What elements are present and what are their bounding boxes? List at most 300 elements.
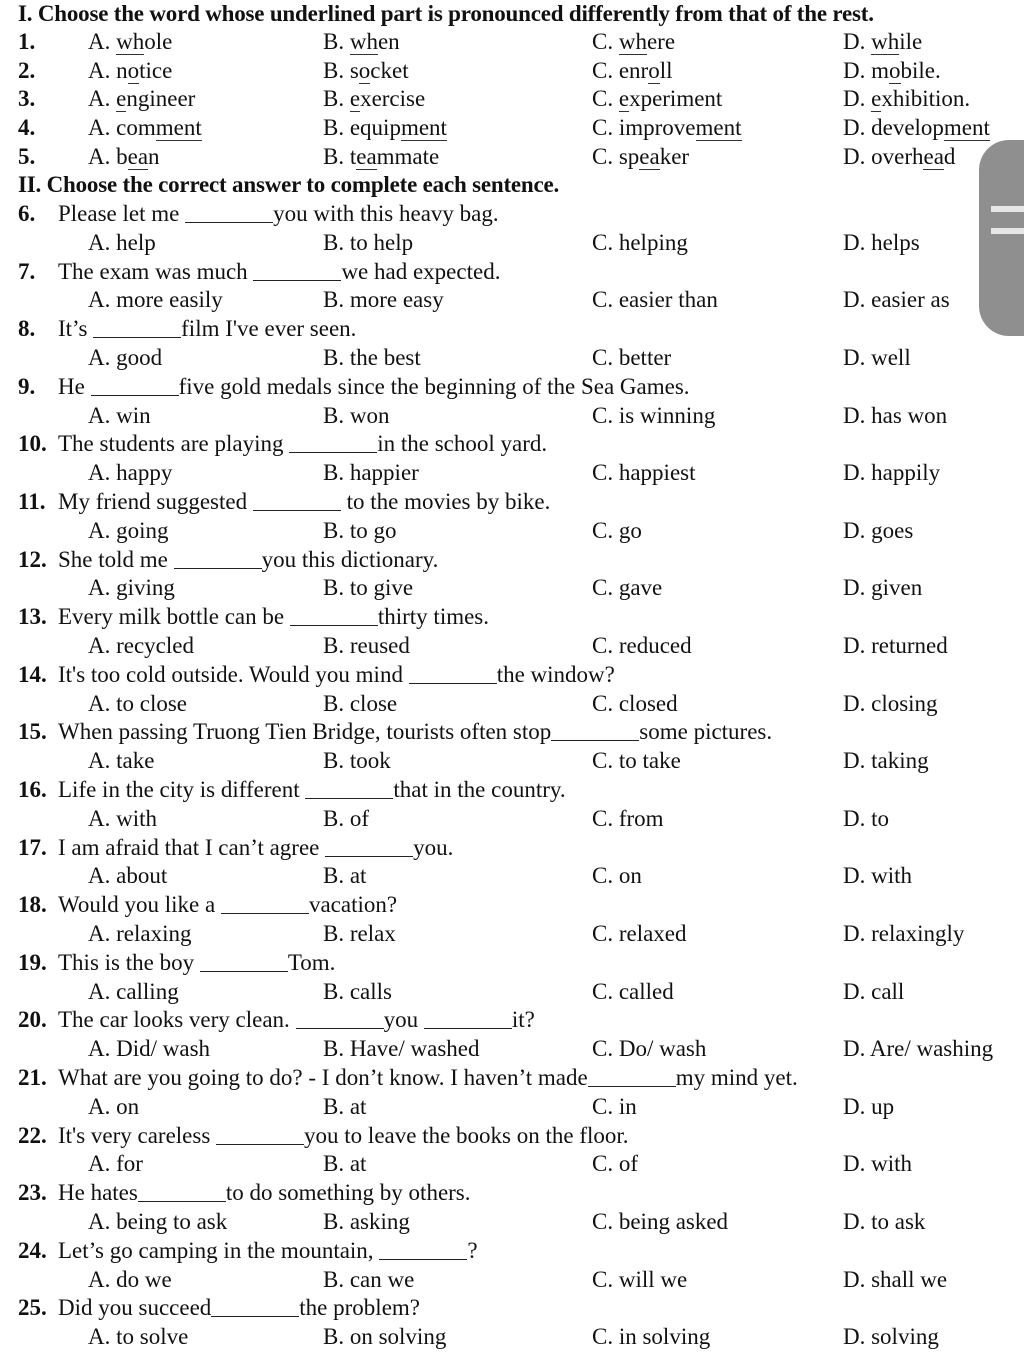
- question-text: [58, 487, 550, 516]
- question-text: [58, 1293, 420, 1322]
- answer-blank[interactable]: [379, 1239, 467, 1260]
- answer-option[interactable]: [843, 84, 970, 113]
- answer-option[interactable]: A. to solve: [88, 1324, 189, 1350]
- answer-option[interactable]: C. being asked: [592, 1209, 729, 1234]
- answer-option[interactable]: B. happier: [323, 460, 419, 486]
- answer-option[interactable]: [843, 27, 922, 56]
- answer-option[interactable]: A. calling: [88, 978, 179, 1004]
- option-text: tice: [139, 57, 173, 83]
- answer-option[interactable]: [592, 56, 673, 85]
- options-row: [0, 1149, 1024, 1178]
- options-row: [0, 458, 1024, 487]
- question-text: [58, 1236, 478, 1265]
- option-text: A.: [88, 29, 117, 54]
- answer-option[interactable]: A. win: [88, 402, 151, 428]
- question-text-before: My friend suggested: [58, 489, 253, 514]
- question-row: [0, 833, 1024, 862]
- option-text: D.: [843, 29, 872, 54]
- answer-option[interactable]: A. more easily: [88, 287, 223, 313]
- question-row: [0, 1063, 1024, 1092]
- option-text: cket: [370, 57, 409, 83]
- answer-option[interactable]: [323, 27, 400, 56]
- underlined-part: ment: [400, 115, 447, 141]
- answer-option[interactable]: [88, 142, 160, 171]
- question-text: [58, 1121, 629, 1150]
- question-text-before: The car looks very clean.: [58, 1007, 296, 1033]
- option-text: d: [943, 143, 956, 169]
- question-text-before: It's too cold outside. Would you mind: [58, 661, 409, 687]
- question-text-after: that in the country.: [393, 777, 566, 802]
- question-row: [0, 602, 1024, 631]
- pronunciation-question: [0, 113, 1024, 142]
- answer-blank[interactable]: [409, 663, 497, 684]
- question-text-after: the window?: [496, 661, 615, 687]
- answer-option[interactable]: C. gave: [592, 575, 663, 601]
- answer-option[interactable]: A. being to ask: [88, 1209, 228, 1234]
- question-text-after: you.: [413, 834, 454, 860]
- answer-option[interactable]: C. of: [592, 1151, 638, 1177]
- question-text-before: She told me: [58, 546, 174, 572]
- answer-option[interactable]: B. relax: [323, 921, 396, 946]
- question-text: [58, 257, 500, 286]
- answer-blank[interactable]: [290, 605, 378, 626]
- question-text-before: Would you like a: [58, 892, 221, 918]
- question-text-after: you with this heavy bag.: [273, 201, 499, 226]
- question-number: 22.: [18, 1122, 47, 1148]
- underlined-part: o: [358, 57, 371, 83]
- options-row: [0, 1265, 1024, 1294]
- answer-blank[interactable]: [305, 778, 393, 799]
- question-text-before: It’s: [58, 316, 94, 342]
- option-text: C.: [592, 86, 619, 112]
- answer-option[interactable]: C. on: [592, 863, 642, 889]
- underlined-part: wh: [116, 29, 145, 54]
- answer-blank[interactable]: [424, 1008, 512, 1029]
- answer-option[interactable]: [323, 142, 439, 171]
- answer-option[interactable]: [592, 113, 742, 142]
- underlined-part: e: [871, 86, 882, 112]
- answer-blank[interactable]: [200, 951, 288, 972]
- question-number: 4.: [18, 115, 36, 141]
- answer-option[interactable]: B. the best: [323, 345, 421, 370]
- answer-option[interactable]: D. with: [843, 863, 912, 889]
- answer-option[interactable]: [592, 27, 675, 56]
- underlined-part: wh: [618, 29, 647, 54]
- answer-option[interactable]: B. close: [323, 690, 398, 716]
- question-row: [0, 717, 1024, 746]
- answer-option[interactable]: [88, 56, 172, 85]
- options-row: [0, 689, 1024, 718]
- question-text-after: ?: [467, 1237, 478, 1263]
- answer-option[interactable]: D. call: [843, 978, 905, 1004]
- answer-blank[interactable]: [138, 1181, 226, 1202]
- option-text: A. n: [88, 57, 128, 83]
- option-text: C. enr: [592, 57, 649, 83]
- answer-option[interactable]: C. better: [592, 345, 672, 370]
- underlined-part: ment: [943, 115, 990, 141]
- question-row: [0, 1178, 1024, 1207]
- question-number: 20.: [18, 1007, 47, 1033]
- answer-option[interactable]: C. easier than: [592, 287, 718, 313]
- underlined-part: e: [116, 86, 127, 112]
- question-number: 19.: [18, 949, 47, 975]
- answer-blank[interactable]: [185, 202, 273, 223]
- option-text: D. develop: [843, 115, 944, 141]
- question-text: [58, 199, 499, 228]
- answer-blank[interactable]: [551, 720, 639, 741]
- question-row: [0, 545, 1024, 574]
- option-text: D. m: [843, 57, 889, 83]
- question-text-after: it?: [511, 1007, 535, 1033]
- answer-option[interactable]: C. called: [592, 978, 674, 1004]
- answer-option[interactable]: B. to go: [323, 517, 397, 543]
- answer-option[interactable]: D. happily: [843, 460, 941, 486]
- option-text: ole: [144, 29, 173, 54]
- answer-option[interactable]: [323, 56, 409, 85]
- answer-option[interactable]: [843, 113, 990, 142]
- question-number: 7.: [18, 258, 36, 284]
- options-row: [0, 861, 1024, 890]
- answer-option[interactable]: B. to help: [323, 229, 414, 255]
- question-number: 13.: [18, 604, 47, 630]
- question-text-before: Let’s go camping in the mountain,: [58, 1237, 380, 1263]
- option-text: bile.: [900, 57, 941, 83]
- answer-option[interactable]: A. Did/ wash: [88, 1036, 211, 1062]
- answer-option[interactable]: [88, 27, 172, 56]
- handle-line: [991, 228, 1024, 234]
- answer-blank[interactable]: [253, 260, 341, 281]
- option-text: D.: [843, 86, 872, 112]
- question-row: [0, 1005, 1024, 1034]
- question-number: 16.: [18, 777, 47, 802]
- answer-option[interactable]: A. for: [88, 1151, 143, 1177]
- question-number: 2.: [18, 57, 36, 83]
- option-text: xperiment: [629, 86, 723, 112]
- answer-option[interactable]: A. going: [88, 517, 169, 543]
- underlined-part: e: [349, 86, 361, 112]
- answer-option[interactable]: D. easier as: [843, 287, 950, 313]
- answer-option[interactable]: C. to take: [592, 748, 681, 774]
- question-number: 14.: [18, 661, 47, 687]
- answer-option[interactable]: A. on: [88, 1093, 140, 1119]
- answer-option[interactable]: B. to give: [323, 575, 414, 601]
- question-row: [0, 257, 1024, 286]
- question-number: 12.: [18, 546, 47, 572]
- answer-option[interactable]: A. about: [88, 863, 168, 889]
- answer-option[interactable]: D. given: [843, 575, 923, 601]
- options-row: [0, 631, 1024, 660]
- question-text-before: The students are playing: [58, 431, 290, 457]
- question-row: [0, 948, 1024, 977]
- answer-option[interactable]: B. took: [323, 748, 391, 774]
- answer-option[interactable]: D. Are/ washing: [843, 1036, 994, 1062]
- answer-option[interactable]: A. do we: [88, 1266, 172, 1292]
- question-text: [58, 833, 453, 862]
- question-text: [58, 1178, 471, 1207]
- question-number: 21.: [18, 1065, 47, 1090]
- question-text: [58, 372, 690, 401]
- question-number: 18.: [18, 892, 47, 918]
- option-text: C.: [592, 29, 619, 54]
- answer-option[interactable]: A. good: [88, 345, 163, 370]
- answer-option[interactable]: A. giving: [88, 575, 175, 601]
- answer-option[interactable]: D. relaxingly: [843, 921, 965, 946]
- options-row: [0, 746, 1024, 775]
- question-number: 5.: [18, 143, 36, 169]
- options-row: [0, 401, 1024, 430]
- question-text-before: He: [58, 373, 91, 399]
- option-text: C. improve: [592, 115, 696, 141]
- question-text-after: we had expected.: [341, 258, 501, 284]
- answer-blank[interactable]: [325, 836, 413, 857]
- answer-option[interactable]: B. calls: [323, 978, 392, 1004]
- option-text: B. equip: [323, 115, 401, 141]
- answer-option[interactable]: C. helping: [592, 229, 688, 255]
- options-row: [0, 919, 1024, 948]
- answer-option[interactable]: B. more easy: [323, 287, 444, 313]
- underlined-part: ment: [695, 115, 742, 141]
- question-row: [0, 487, 1024, 516]
- question-text-after: the problem?: [299, 1295, 421, 1321]
- question-number: 3.: [18, 86, 36, 112]
- question-row: [0, 660, 1024, 689]
- options-row: [0, 977, 1024, 1006]
- options-row: [0, 804, 1024, 833]
- question-number: 10.: [18, 431, 47, 457]
- question-text-before: It's very careless: [58, 1122, 217, 1148]
- answer-option[interactable]: C. reduced: [592, 633, 692, 658]
- question-text-before: Life in the city is different: [58, 777, 306, 802]
- underlined-part: o: [889, 57, 901, 83]
- answer-option[interactable]: C. in: [592, 1093, 637, 1119]
- answer-blank[interactable]: [211, 1296, 299, 1317]
- answer-option[interactable]: [592, 142, 689, 171]
- option-text: B.: [323, 86, 350, 112]
- answer-option[interactable]: D. to: [843, 805, 889, 831]
- question-number: 17.: [18, 834, 47, 860]
- question-text: [58, 1063, 798, 1092]
- question-text-before: The exam was much: [58, 258, 254, 284]
- question-text: [58, 660, 615, 689]
- answer-option[interactable]: C. in solving: [592, 1324, 711, 1350]
- answer-blank[interactable]: [296, 1008, 384, 1029]
- question-text: [58, 1005, 535, 1034]
- question-text-after: in the school yard.: [377, 431, 548, 457]
- answer-option[interactable]: D. returned: [843, 633, 948, 658]
- answer-blank[interactable]: [221, 893, 309, 914]
- question-row: [0, 314, 1024, 343]
- answer-blank[interactable]: [93, 317, 181, 338]
- option-text: C. sp: [592, 143, 640, 169]
- question-text-after: vacation?: [308, 892, 398, 918]
- answer-blank[interactable]: [91, 375, 179, 396]
- question-text-before: This is the boy: [58, 949, 200, 975]
- answer-option[interactable]: C. Do/ wash: [592, 1036, 707, 1062]
- question-text-after: to do something by others.: [225, 1180, 471, 1206]
- options-row: [0, 285, 1024, 314]
- answer-option[interactable]: D. to ask: [843, 1209, 926, 1234]
- question-number: 8.: [18, 316, 36, 342]
- option-text: A. b: [88, 143, 128, 169]
- options-row: [0, 1322, 1024, 1351]
- option-text: ngineer: [126, 86, 196, 112]
- answer-blank[interactable]: [174, 548, 262, 569]
- answer-option[interactable]: B. won: [323, 402, 390, 428]
- answer-option[interactable]: A. take: [88, 748, 155, 774]
- option-text: ile: [899, 29, 923, 54]
- option-text: xhibition.: [881, 86, 971, 112]
- handle-line: [991, 206, 1024, 212]
- question-text-before: Every milk bottle can be: [58, 604, 290, 630]
- answer-option[interactable]: B. Have/ washed: [323, 1036, 480, 1062]
- answer-option[interactable]: C. is winning: [592, 402, 716, 428]
- question-text-after: film I've ever seen.: [181, 316, 357, 342]
- option-text: B.: [323, 29, 350, 54]
- answer-option[interactable]: [323, 113, 447, 142]
- answer-blank[interactable]: [216, 1124, 304, 1145]
- answer-option[interactable]: A. relaxing: [88, 921, 192, 946]
- answer-option[interactable]: B. at: [323, 1151, 367, 1177]
- question-row: [0, 1121, 1024, 1150]
- question-text-after: five gold medals since the beginning of the Sea Games.: [178, 373, 690, 399]
- answer-option[interactable]: C. go: [592, 517, 642, 543]
- underlined-part: o: [127, 57, 140, 83]
- answer-option[interactable]: D. up: [843, 1093, 895, 1119]
- question-text: [58, 948, 335, 977]
- question-text-after: some pictures.: [639, 719, 773, 745]
- answer-option[interactable]: [592, 84, 722, 113]
- answer-option[interactable]: C. from: [592, 805, 664, 831]
- question-text-after: thirty times.: [377, 604, 490, 630]
- answer-blank[interactable]: [253, 490, 341, 511]
- question-text: [58, 545, 438, 574]
- underlined-part: wh: [349, 29, 378, 54]
- question-text: [58, 890, 397, 919]
- option-text: B. t: [323, 143, 357, 169]
- answer-option[interactable]: D. well: [843, 345, 911, 370]
- options-row: [0, 1092, 1024, 1121]
- option-text: xercise: [360, 86, 426, 112]
- answer-option[interactable]: C. relaxed: [592, 921, 687, 946]
- answer-option[interactable]: C. will we: [592, 1266, 688, 1292]
- question-text-before: He hates: [58, 1180, 138, 1206]
- question-number: 23.: [18, 1180, 47, 1206]
- question-text-before: I am afraid that I can’t agree: [58, 834, 326, 860]
- answer-option[interactable]: B. at: [323, 1093, 367, 1119]
- question-text-after: to the movies by bike.: [340, 489, 551, 514]
- question-text: [58, 602, 489, 631]
- option-text: mmate: [376, 143, 440, 169]
- option-text: ker: [659, 143, 690, 169]
- answer-option[interactable]: A. with: [88, 805, 157, 831]
- answer-blank[interactable]: [588, 1066, 676, 1087]
- answer-option[interactable]: B. reused: [323, 633, 410, 658]
- options-row: [0, 343, 1024, 372]
- question-row: [0, 1236, 1024, 1265]
- question-number: 9.: [18, 373, 36, 399]
- option-text: A.: [88, 86, 117, 112]
- answer-option[interactable]: B. at: [323, 863, 367, 889]
- question-number: 1.: [18, 29, 36, 54]
- question-text: [58, 314, 356, 343]
- answer-option[interactable]: D. with: [843, 1151, 912, 1177]
- answer-option[interactable]: B. on solving: [323, 1324, 447, 1350]
- underlined-part: ea: [356, 143, 377, 169]
- answer-option[interactable]: B. of: [323, 805, 369, 831]
- answer-option[interactable]: D. goes: [843, 517, 914, 543]
- underlined-part: e: [618, 86, 630, 112]
- answer-option[interactable]: C. closed: [592, 690, 678, 716]
- answer-option[interactable]: [88, 113, 202, 142]
- question-text-middle: you: [383, 1007, 424, 1033]
- question-text: [58, 429, 547, 458]
- answer-option[interactable]: A. recycled: [88, 633, 194, 658]
- answer-option[interactable]: [323, 84, 425, 113]
- answer-option[interactable]: [88, 84, 195, 113]
- answer-option[interactable]: B. can we: [323, 1266, 415, 1292]
- underlined-part: ment: [155, 115, 202, 141]
- question-text: [58, 717, 772, 746]
- underlined-part: ea: [127, 143, 149, 169]
- answer-option[interactable]: A. help: [88, 229, 156, 255]
- underlined-part: ea: [923, 143, 944, 169]
- answer-option[interactable]: D. helps: [843, 229, 920, 255]
- question-row: [0, 775, 1024, 804]
- underlined-part: ea: [639, 143, 660, 169]
- question-text-after: Tom.: [287, 949, 336, 975]
- options-row: [0, 228, 1024, 257]
- options-row: [0, 573, 1024, 602]
- question-row: [0, 372, 1024, 401]
- question-text: [58, 775, 566, 804]
- answer-option[interactable]: [843, 142, 955, 171]
- drag-handle-icon[interactable]: [979, 140, 1024, 336]
- question-row: [0, 199, 1024, 228]
- question-text-after: you this dictionary.: [261, 546, 439, 572]
- answer-option[interactable]: B. asking: [323, 1209, 410, 1234]
- answer-option[interactable]: A. happy: [88, 460, 173, 486]
- answer-blank[interactable]: [289, 432, 377, 453]
- question-number: 6.: [18, 201, 36, 226]
- option-text: en: [377, 29, 400, 54]
- pronunciation-question: [0, 84, 1024, 113]
- question-text-before: What are you going to do? - I don’t know. I haven’t made: [58, 1065, 588, 1090]
- pronunciation-question: [0, 142, 1024, 171]
- question-text-after: my mind yet.: [675, 1065, 798, 1090]
- option-text: B. s: [323, 57, 359, 83]
- option-text: n: [148, 143, 160, 169]
- answer-option[interactable]: A. to close: [88, 690, 188, 716]
- part2-heading: II. Choose the correct answer to complete each sentence.: [18, 172, 560, 197]
- answer-option[interactable]: D. closing: [843, 690, 938, 716]
- answer-option[interactable]: C. happiest: [592, 460, 696, 486]
- underlined-part: o: [648, 57, 660, 83]
- question-row: [0, 1293, 1024, 1322]
- question-number: 25.: [18, 1295, 47, 1321]
- answer-option[interactable]: D. taking: [843, 748, 929, 774]
- question-text-before: Please let me: [58, 201, 186, 226]
- part1-heading: I. Choose the word whose underlined part is pronounced differently from that of the rest.: [18, 1, 874, 26]
- option-text: ll: [659, 57, 673, 83]
- underlined-part: wh: [871, 29, 900, 54]
- answer-option[interactable]: D. shall we: [843, 1266, 948, 1292]
- options-row: [0, 1034, 1024, 1063]
- answer-option[interactable]: D. has won: [843, 402, 948, 428]
- question-text-after: you to leave the books on the floor.: [304, 1122, 629, 1148]
- answer-option[interactable]: D. solving: [843, 1324, 939, 1350]
- answer-option[interactable]: [843, 56, 941, 85]
- question-number: 11.: [18, 489, 46, 514]
